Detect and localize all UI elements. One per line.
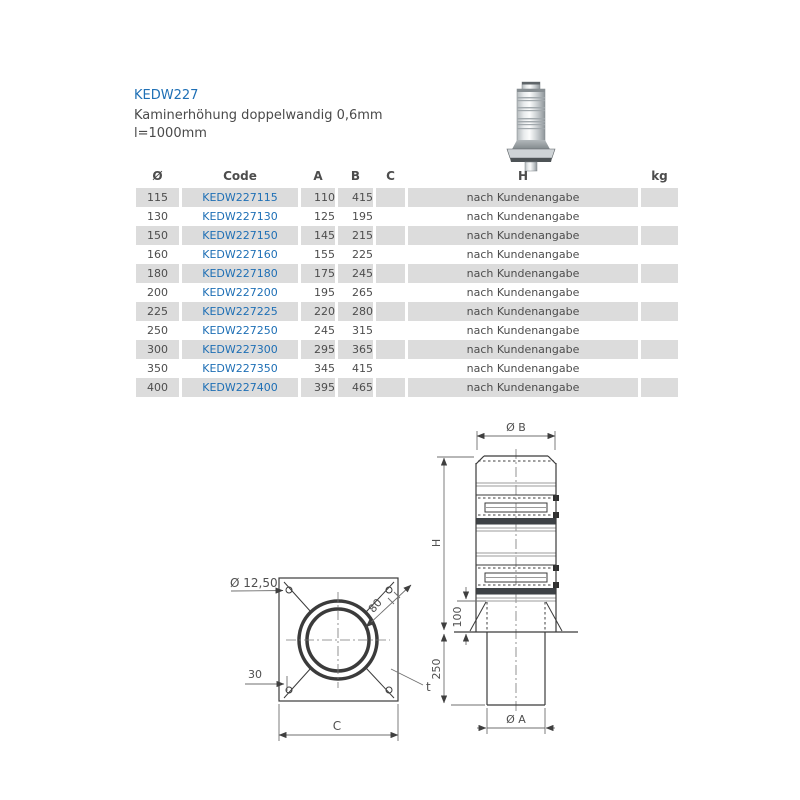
table-row xyxy=(136,302,678,321)
product-code-link[interactable]: KEDW227350 xyxy=(202,362,278,375)
cell-h: nach Kundenangabe xyxy=(408,302,638,321)
product-photo xyxy=(496,80,566,172)
column-header-b: B xyxy=(350,169,361,183)
cell-a: 195 xyxy=(314,286,335,299)
cell-kg xyxy=(641,359,678,378)
table-row xyxy=(136,264,678,283)
product-code-link[interactable]: KEDW227400 xyxy=(202,381,278,394)
cell-h: nach Kundenangabe xyxy=(408,264,638,283)
chimney-photo-shapes xyxy=(507,82,555,171)
cell-h: nach Kundenangabe xyxy=(466,248,580,261)
flange-top-view xyxy=(230,576,431,741)
cell-d: 225 xyxy=(136,302,179,321)
cell-c xyxy=(376,245,405,264)
product-description xyxy=(134,107,383,143)
product-code-link[interactable]: KEDW227300 xyxy=(202,343,278,356)
cell-h: nach Kundenangabe xyxy=(466,210,580,223)
cell-c xyxy=(376,359,405,378)
product-code-link[interactable]: KEDW227180 xyxy=(202,267,278,280)
cell-d: 130 xyxy=(147,210,168,223)
cell-code xyxy=(182,359,298,378)
cell-kg xyxy=(641,226,678,245)
cell-kg xyxy=(641,321,678,340)
column-header-h: H xyxy=(517,169,529,183)
table-row xyxy=(136,188,678,207)
cell-code xyxy=(182,207,298,226)
plate-width-label: C xyxy=(332,719,342,733)
cell-kg xyxy=(641,188,678,207)
product-table xyxy=(133,166,681,397)
product-code-link[interactable]: KEDW227150 xyxy=(202,229,278,242)
cell-h: nach Kundenangabe xyxy=(408,226,638,245)
cell-b: 415 xyxy=(338,188,373,207)
cell-d: 300 xyxy=(136,340,179,359)
spigot-length-label: 250 xyxy=(430,658,443,680)
cell-a: 175 xyxy=(301,264,335,283)
cell-b: 265 xyxy=(352,286,373,299)
cell-b: 280 xyxy=(338,302,373,321)
chimney-side-view xyxy=(430,421,578,734)
cell-b: 195 xyxy=(352,210,373,223)
cell-d: 160 xyxy=(147,248,168,261)
cell-h: nach Kundenangabe xyxy=(408,378,638,397)
product-code-link[interactable]: KEDW227225 xyxy=(202,305,278,318)
table-row xyxy=(136,226,678,245)
outer-diameter-label: Ø B xyxy=(506,421,526,434)
cell-a: 155 xyxy=(314,248,335,261)
table-row xyxy=(136,207,678,226)
column-header-a: A xyxy=(313,169,323,183)
cell-code xyxy=(182,340,298,359)
column-header-kg: kg xyxy=(651,169,668,183)
cell-d: 200 xyxy=(147,286,168,299)
cell-code xyxy=(182,302,298,321)
gusset-height-label: 100 xyxy=(451,606,464,628)
cell-b: 245 xyxy=(338,264,373,283)
cell-code xyxy=(182,283,298,302)
cell-kg xyxy=(641,283,678,302)
cell-b: 315 xyxy=(352,324,373,337)
cell-a: 110 xyxy=(301,188,335,207)
hole-diameter-label: Ø 12,50 xyxy=(230,576,278,590)
hole-offset-label: 30 xyxy=(248,668,262,681)
cell-kg xyxy=(641,264,678,283)
product-code-link[interactable]: KEDW227130 xyxy=(202,210,278,223)
column-header-code: Code xyxy=(223,169,257,183)
cell-d: 115 xyxy=(136,188,179,207)
table-row xyxy=(136,321,678,340)
cell-kg xyxy=(641,245,678,264)
cell-b: 465 xyxy=(338,378,373,397)
cell-d: 350 xyxy=(147,362,168,375)
cell-c xyxy=(376,302,405,321)
cell-c xyxy=(376,340,405,359)
description-line-2: l=1000mm xyxy=(134,126,207,141)
page-title: KEDW227 xyxy=(134,88,199,103)
table-row xyxy=(136,378,678,397)
cell-kg xyxy=(641,340,678,359)
cell-a: 395 xyxy=(301,378,335,397)
cell-h: nach Kundenangabe xyxy=(466,362,580,375)
cell-b: 215 xyxy=(338,226,373,245)
technical-drawing xyxy=(205,405,680,790)
cell-code xyxy=(182,378,298,397)
cell-a: 345 xyxy=(314,362,335,375)
cell-d: 150 xyxy=(136,226,179,245)
cell-h: nach Kundenangabe xyxy=(408,340,638,359)
cell-kg xyxy=(641,378,678,397)
height-label: H xyxy=(430,538,443,548)
cell-a: 145 xyxy=(301,226,335,245)
cell-d: 250 xyxy=(147,324,168,337)
cell-b: 415 xyxy=(352,362,373,375)
cell-kg xyxy=(641,207,678,226)
cell-c xyxy=(376,283,405,302)
cell-h: nach Kundenangabe xyxy=(408,188,638,207)
cell-a: 295 xyxy=(301,340,335,359)
table-head-row xyxy=(136,166,678,188)
product-code-link[interactable]: KEDW227250 xyxy=(202,324,278,337)
product-code-link[interactable]: KEDW227200 xyxy=(202,286,278,299)
thickness-label: t xyxy=(426,680,431,694)
table-row xyxy=(136,245,678,264)
column-header-d: Ø xyxy=(152,169,163,183)
cell-code xyxy=(182,321,298,340)
table-row xyxy=(136,340,678,359)
cell-d: 180 xyxy=(136,264,179,283)
cell-a: 125 xyxy=(314,210,335,223)
cell-code xyxy=(182,264,298,283)
cell-c xyxy=(376,226,405,245)
cell-a: 220 xyxy=(301,302,335,321)
cell-kg xyxy=(641,302,678,321)
cell-c xyxy=(376,321,405,340)
cell-b: 225 xyxy=(352,248,373,261)
product-code-link[interactable]: KEDW227160 xyxy=(202,248,278,261)
cell-c xyxy=(376,188,405,207)
table-row xyxy=(136,359,678,378)
cell-c xyxy=(376,264,405,283)
table-body xyxy=(136,188,678,397)
cell-h: nach Kundenangabe xyxy=(466,286,580,299)
cell-code xyxy=(182,188,298,207)
cell-c xyxy=(376,378,405,397)
spigot-diameter-label: Ø A xyxy=(506,713,526,726)
cell-code xyxy=(182,226,298,245)
cell-c xyxy=(376,207,405,226)
cell-code xyxy=(182,245,298,264)
cell-b: 365 xyxy=(338,340,373,359)
column-header-c: C xyxy=(386,169,395,183)
table-row xyxy=(136,283,678,302)
cell-d: 400 xyxy=(136,378,179,397)
product-code-link[interactable]: KEDW227115 xyxy=(202,191,278,204)
bolt-diagonal-label: 80 xyxy=(365,596,385,616)
cell-h: nach Kundenangabe xyxy=(466,324,580,337)
description-line-1: Kaminerhöhung doppelwandig 0,6mm xyxy=(134,108,383,123)
cell-a: 245 xyxy=(314,324,335,337)
